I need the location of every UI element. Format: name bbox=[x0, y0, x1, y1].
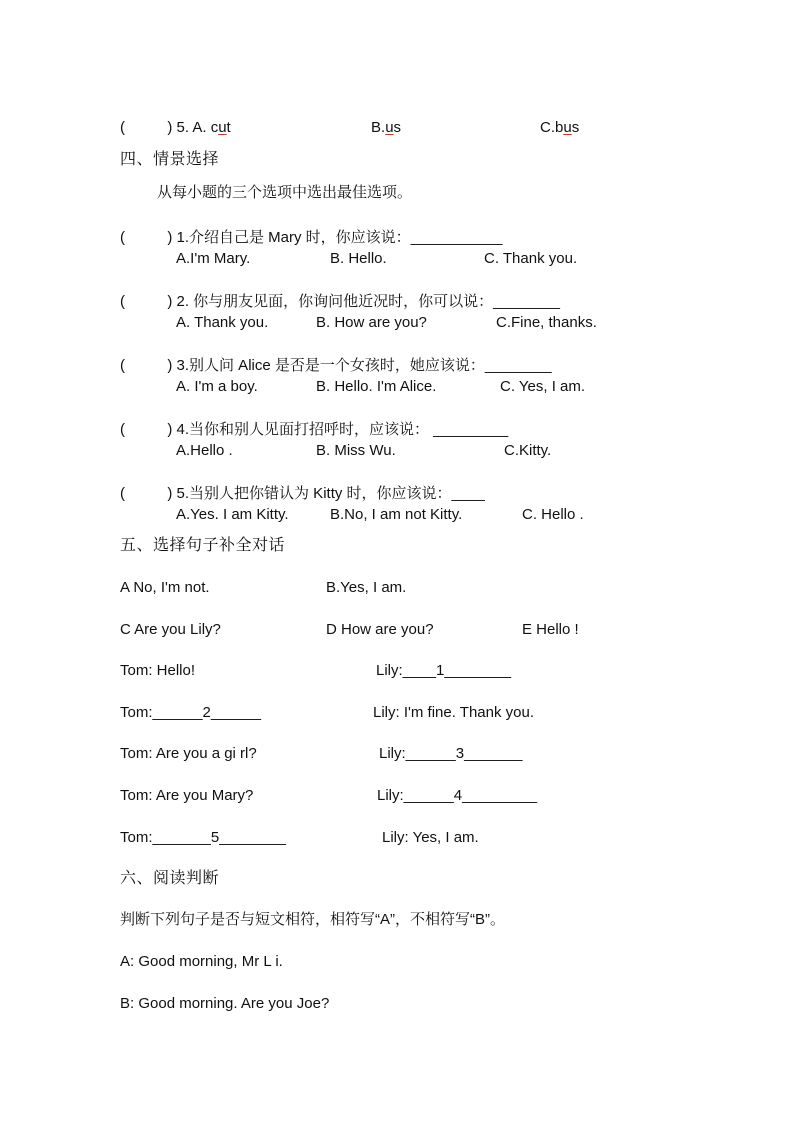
s4-q5-row bbox=[120, 485, 485, 503]
dialog-line-tom-1: Tom: Hello! bbox=[120, 662, 196, 679]
s4-q4-option-a: A.Hello . bbox=[176, 442, 233, 459]
dialog-line-tom-3: Tom: Are you a gi rl? bbox=[120, 745, 257, 762]
s4-q5-option-a: A.Yes. I am Kitty. bbox=[176, 506, 289, 523]
answer-paren[interactable]: ( bbox=[120, 421, 125, 438]
s4-q1-option-b: B. Hello. bbox=[330, 250, 387, 267]
s4-q1-option-c: C. Thank you. bbox=[484, 250, 578, 267]
dialog-line-lily-5: Lily: Yes, I am. bbox=[382, 829, 479, 846]
s4-q4-option-c: C.Kitty. bbox=[504, 442, 552, 459]
question-stem: ) 2. 你与朋友见面，你询问他近况时，你可以说：________ bbox=[167, 293, 560, 310]
s4-q2-option-b: B. How are you? bbox=[316, 314, 427, 331]
section-5-title: 五、选择句子补全对话 bbox=[120, 537, 286, 554]
answer-paren[interactable]: ( bbox=[120, 357, 125, 374]
dialog-line-lily-1[interactable]: Lily:____1________ bbox=[376, 662, 512, 679]
answer-paren[interactable]: ( bbox=[120, 293, 125, 310]
s5-option-b: B.Yes, I am. bbox=[326, 579, 407, 596]
section-6-title: 六、阅读判断 bbox=[120, 870, 220, 887]
dialog-line-tom-4: Tom: Are you Mary? bbox=[120, 787, 254, 804]
reading-line-2: B: Good morning. Are you Joe? bbox=[120, 995, 330, 1012]
s4-q1-row bbox=[120, 229, 502, 247]
section-4-instruction: 从每小题的三个选项中选出最佳选项。 bbox=[157, 184, 413, 201]
question-stem: ) 5. A. cut bbox=[167, 119, 231, 136]
dialog-line-lily-4[interactable]: Lily:______4_________ bbox=[377, 787, 538, 804]
s4-q5-option-b: B.No, I am not Kitty. bbox=[330, 506, 463, 523]
option-c: C.bus bbox=[540, 119, 580, 136]
dialog-line-lily-2: Lily: I'm fine. Thank you. bbox=[373, 704, 534, 721]
question-stem: ) 5.当别人把你错认为 Kitty 时，你应该说：____ bbox=[167, 485, 485, 502]
s5-option-d: D How are you? bbox=[326, 621, 434, 638]
question-stem: ) 4.当你和别人见面打招呼时，应该说： _________ bbox=[167, 421, 509, 438]
section-6-instruction: 判断下列句子是否与短文相符，相符写“A”，不相符写“B”。 bbox=[120, 911, 505, 928]
s4-q5-option-c: C. Hello . bbox=[522, 506, 584, 523]
s4-q2-option-a: A. Thank you. bbox=[176, 314, 269, 331]
s4-q1-option-a: A.I'm Mary. bbox=[176, 250, 251, 267]
s4-q3-option-b: B. Hello. I'm Alice. bbox=[316, 378, 437, 395]
s4-q3-option-c: C. Yes, I am. bbox=[500, 378, 586, 395]
part3-q5-row bbox=[120, 119, 231, 137]
s5-option-c: C Are you Lily? bbox=[120, 621, 221, 638]
s4-q4-option-b: B. Miss Wu. bbox=[316, 442, 396, 459]
reading-line-1: A: Good morning, Mr L i. bbox=[120, 953, 283, 970]
s5-option-a: A No, I'm not. bbox=[120, 579, 210, 596]
s4-q2-row bbox=[120, 293, 560, 311]
section-4-title: 四、情景选择 bbox=[120, 151, 220, 168]
question-stem: ) 1.介绍自己是 Mary 时，你应该说：___________ bbox=[167, 229, 503, 246]
answer-paren[interactable]: ( bbox=[120, 119, 125, 136]
s4-q2-option-c: C.Fine, thanks. bbox=[496, 314, 597, 331]
s5-option-e: E Hello ! bbox=[522, 621, 579, 638]
answer-paren[interactable]: ( bbox=[120, 229, 125, 246]
dialog-line-tom-5[interactable]: Tom:_______5________ bbox=[120, 829, 286, 846]
answer-paren[interactable]: ( bbox=[120, 485, 125, 502]
option-b: B.us bbox=[371, 119, 402, 136]
s4-q3-row bbox=[120, 357, 552, 375]
question-stem: ) 3.别人问 Alice 是否是一个女孩时，她应该说：________ bbox=[167, 357, 552, 374]
dialog-line-lily-3[interactable]: Lily:______3_______ bbox=[379, 745, 523, 762]
s4-q3-option-a: A. I'm a boy. bbox=[176, 378, 258, 395]
dialog-line-tom-2[interactable]: Tom:______2______ bbox=[120, 704, 261, 721]
s4-q4-row bbox=[120, 421, 508, 439]
